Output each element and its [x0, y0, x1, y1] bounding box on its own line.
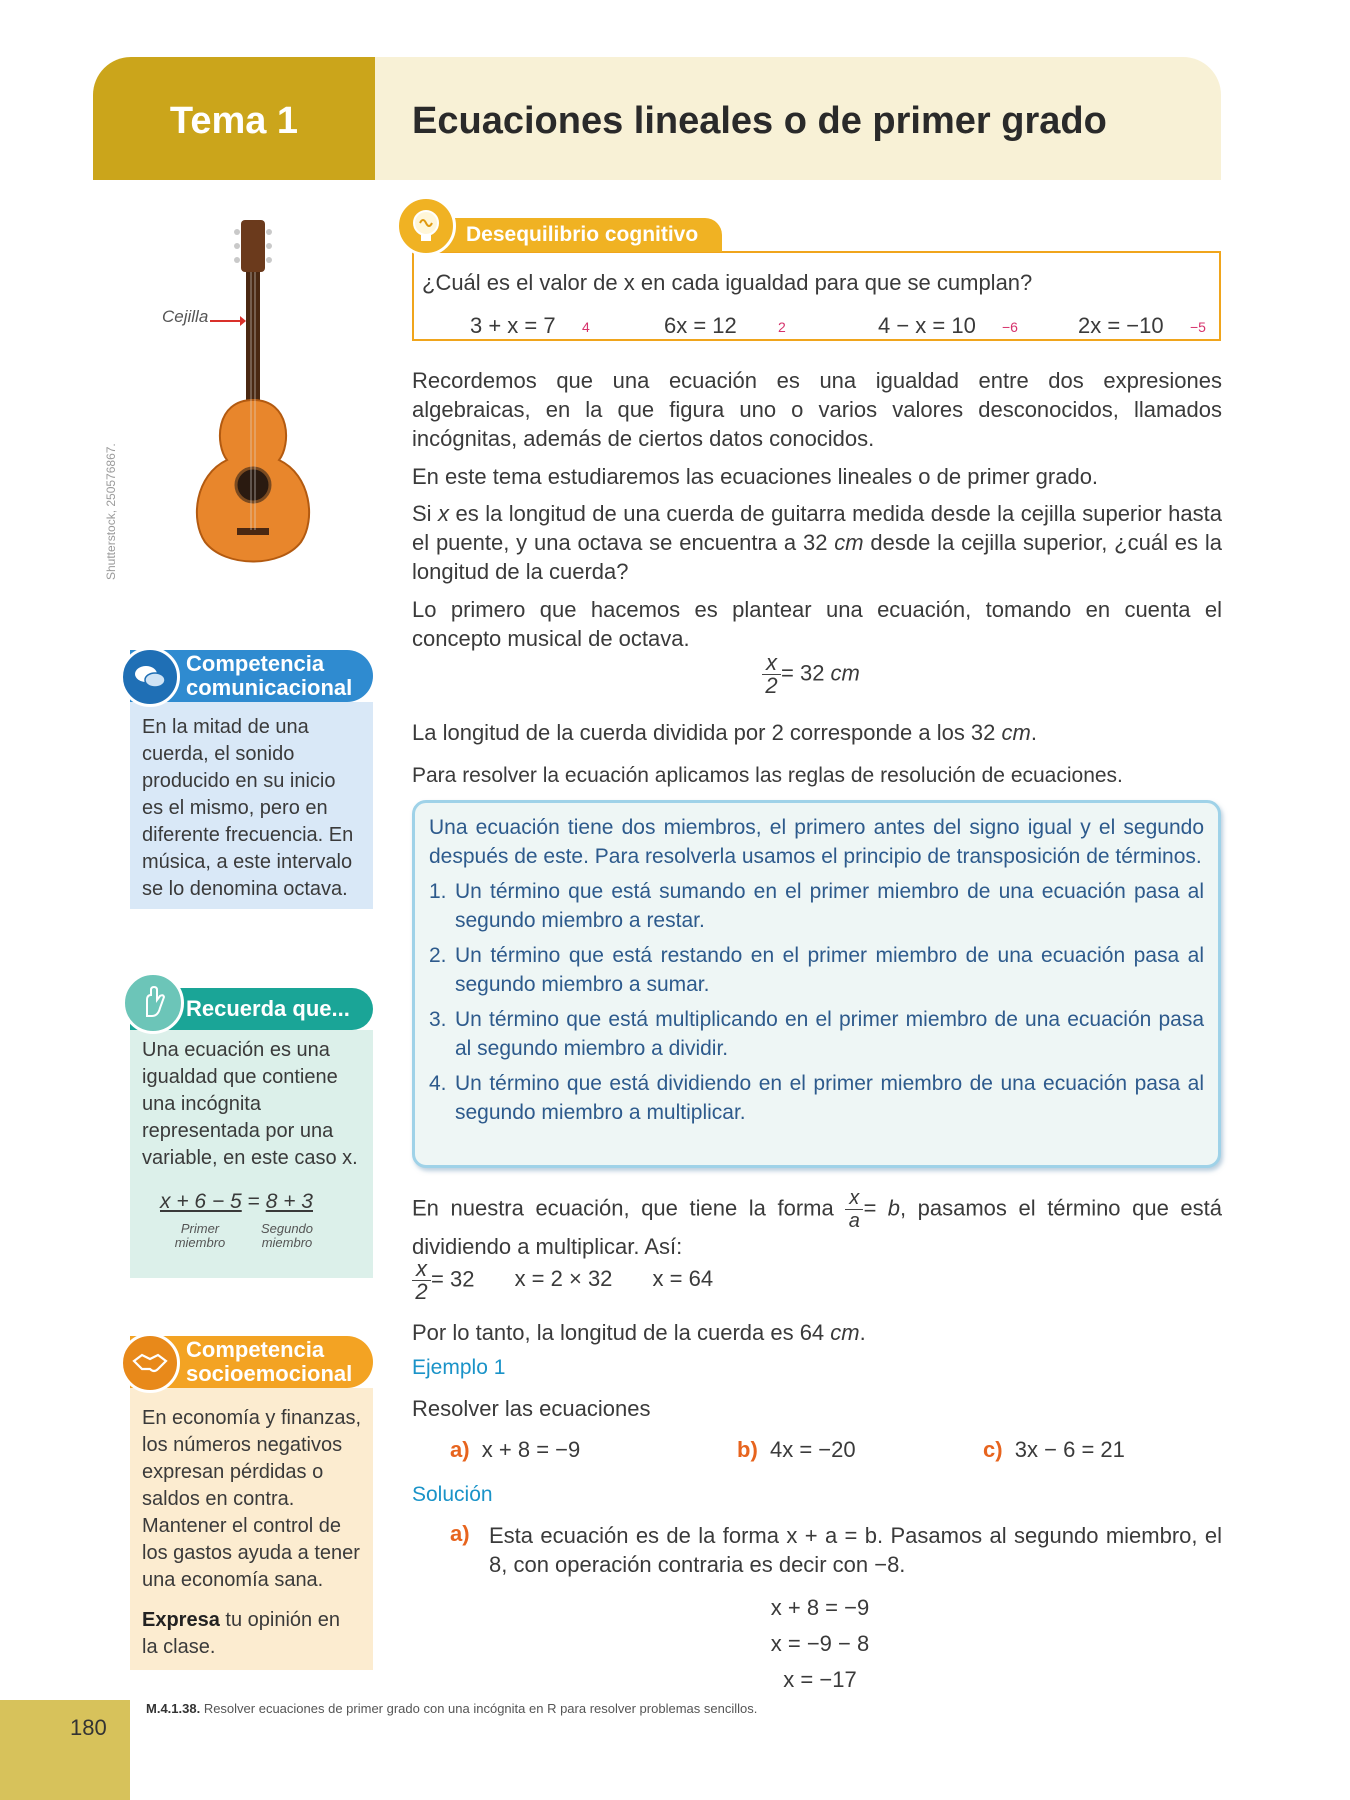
curriculum-footnote: M.4.1.38. Resolver ecuaciones de primer grado con una incógnita en R para resolver problemas sencillos. [146, 1701, 758, 1716]
deseq-answer-1: 4 [582, 319, 590, 335]
solution-title: Solución [412, 1483, 493, 1506]
example-title: Ejemplo 1 [412, 1356, 506, 1379]
solution-steps: $\frac{x}{2}$ = 32 x = 2 × 32 x = 64 [412, 1258, 812, 1303]
deseq-eq-3: 4 − x = 10 [878, 313, 976, 338]
deseq-answer-3: −6 [1002, 319, 1018, 335]
recuerda-equation: x + 6 − 5 = 8 + 3 [160, 1190, 313, 1213]
deseq-answer-4: −5 [1190, 319, 1206, 335]
deseq-eq-2: 6x = 12 [664, 313, 737, 338]
solution-text: Esta ecuación es de la forma x + a = b. Pasamos al segundo miembro, el 8, con operación contraria es decir con −8. [489, 1523, 1222, 1577]
paragraph-8: Por lo tanto, la longitud de la cuerda es 64 cm. [412, 1320, 866, 1345]
speech-bubbles-icon [120, 647, 180, 707]
recuerda-text: Una ecuación es una igualdad que contiene una incógnita representada por una variable, en este caso x. [142, 1039, 358, 1169]
page-title: Ecuaciones lineales o de primer grado [412, 100, 1107, 142]
paragraph-7: En nuestra ecuación, que tiene la forma $\frac{x}{a}$ = b, pasamos el término que está dividiendo a multiplicar. Así: [412, 1187, 1222, 1259]
deseq-eq-1: 3 + x = 7 [470, 313, 556, 338]
deseq-eq-4: 2x = −10 [1078, 313, 1164, 338]
rule-item: 3. Un término que está multiplicando en el primer miembro de una ecuación pasa al segundo miembro a dividir. [429, 1008, 1204, 1060]
solution-work: x + 8 = −9 x = −9 − 8 x = −17 [770, 1595, 870, 1692]
rule-item: 1. Un término que está sumando en el primer miembro de una ecuación pasa al segundo miembro a restar. [429, 880, 1204, 932]
guitar-soundhole [236, 468, 270, 502]
example-item-a: a) x + 8 = −9 [450, 1437, 581, 1462]
comunicacional-heading: Competencia comunicacional [130, 650, 373, 702]
rules-box [412, 800, 1221, 1168]
paragraph-1: Recordemos que una ecuación es una igualdad entre dos expresiones algebraicas, en la que figura uno o varios valores desconocidos, llamados incógnitas, además de ciertos datos conocidos. [412, 368, 1222, 451]
rule-item: 4. Un término que está dividiendo en el primer miembro de una ecuación pasa al segundo miembro a multiplicar. [429, 1072, 1204, 1124]
example-prompt: Resolver las ecuaciones [412, 1396, 651, 1421]
fingers-crossed-icon [122, 972, 184, 1034]
desequilibrio-heading: Desequilibrio cognitivo [430, 218, 722, 252]
handshake-icon [120, 1333, 180, 1393]
page-number: 180 [70, 1715, 107, 1740]
lightbulb-brain-icon [396, 196, 456, 256]
cejilla-arrow-icon [210, 315, 246, 327]
recuerda-heading: Recuerda que... [130, 988, 373, 1030]
rule-item: 2. Un término que está restando en el primer miembro de una ecuación pasa al segundo miembro a sumar. [429, 944, 1204, 996]
paragraph-4: Lo primero que hacemos es plantear una ecuación, tomando en cuenta el concepto musical de octava. [412, 597, 1222, 651]
desequilibrio-question: ¿Cuál es el valor de x en cada igualdad para que se cumplan? [422, 270, 1033, 295]
rules-intro: Una ecuación tiene dos miembros, el primero antes del signo igual y el segundo después de este. Para resolverla usamos el principio de transposición de términos. [429, 816, 1204, 868]
guitar-image [185, 220, 325, 565]
socioemocional-text: En economía y finanzas, los números negativos expresan pérdidas o saldos en contra. Mantener el control de los gastos ayuda a tener una economía sana. [142, 1407, 362, 1591]
socioemocional-heading: Competencia socioemocional [130, 1336, 373, 1388]
primer-miembro-label: Primer miembro [174, 1221, 226, 1250]
example-item-c: c) 3x − 6 = 21 [983, 1437, 1125, 1462]
comunicacional-text: En la mitad de una cuerda, el sonido producido en su inicio es el mismo, pero en diferente frecuencia. En música, a este intervalo se lo denomina octava. [142, 716, 354, 900]
paragraph-2: En este tema estudiaremos las ecuaciones lineales o de primer grado. [412, 464, 1099, 489]
guitar-neck [246, 272, 260, 412]
deseq-answer-2: 2 [778, 319, 786, 335]
cejilla-label: Cejilla [162, 307, 209, 326]
socioemocional-closing: Expresa tu opinión en la clase. [142, 1609, 340, 1658]
equation-x-over-2: $\frac{x}{2}$ = 32 cm [762, 652, 860, 697]
image-credit: Shutterstock, 250576867. [104, 443, 118, 580]
footer-band [0, 1700, 130, 1800]
paragraph-3: Si x es la longitud de una cuerda de guitarra medida desde la cejilla superior hasta el puente, y una octava se encuentra a 32 cm desde la cejilla superior, ¿cuál es la longitud de la cuerda? [412, 501, 1222, 584]
desequilibrio-equations [412, 313, 1221, 343]
solution-label: a) [450, 1521, 470, 1546]
segundo-miembro-label: Segundo miembro [260, 1221, 314, 1250]
tema-label: Tema 1 [169, 100, 299, 142]
example-item-b: b) 4x = −20 [737, 1437, 856, 1462]
paragraph-5: La longitud de la cuerda dividida por 2 corresponde a los 32 cm. [412, 720, 1037, 745]
paragraph-6: Para resolver la ecuación aplicamos las reglas de resolución de ecuaciones. [412, 764, 1123, 787]
rules-list [415, 871, 1218, 1127]
guitar-headstock [241, 220, 265, 272]
